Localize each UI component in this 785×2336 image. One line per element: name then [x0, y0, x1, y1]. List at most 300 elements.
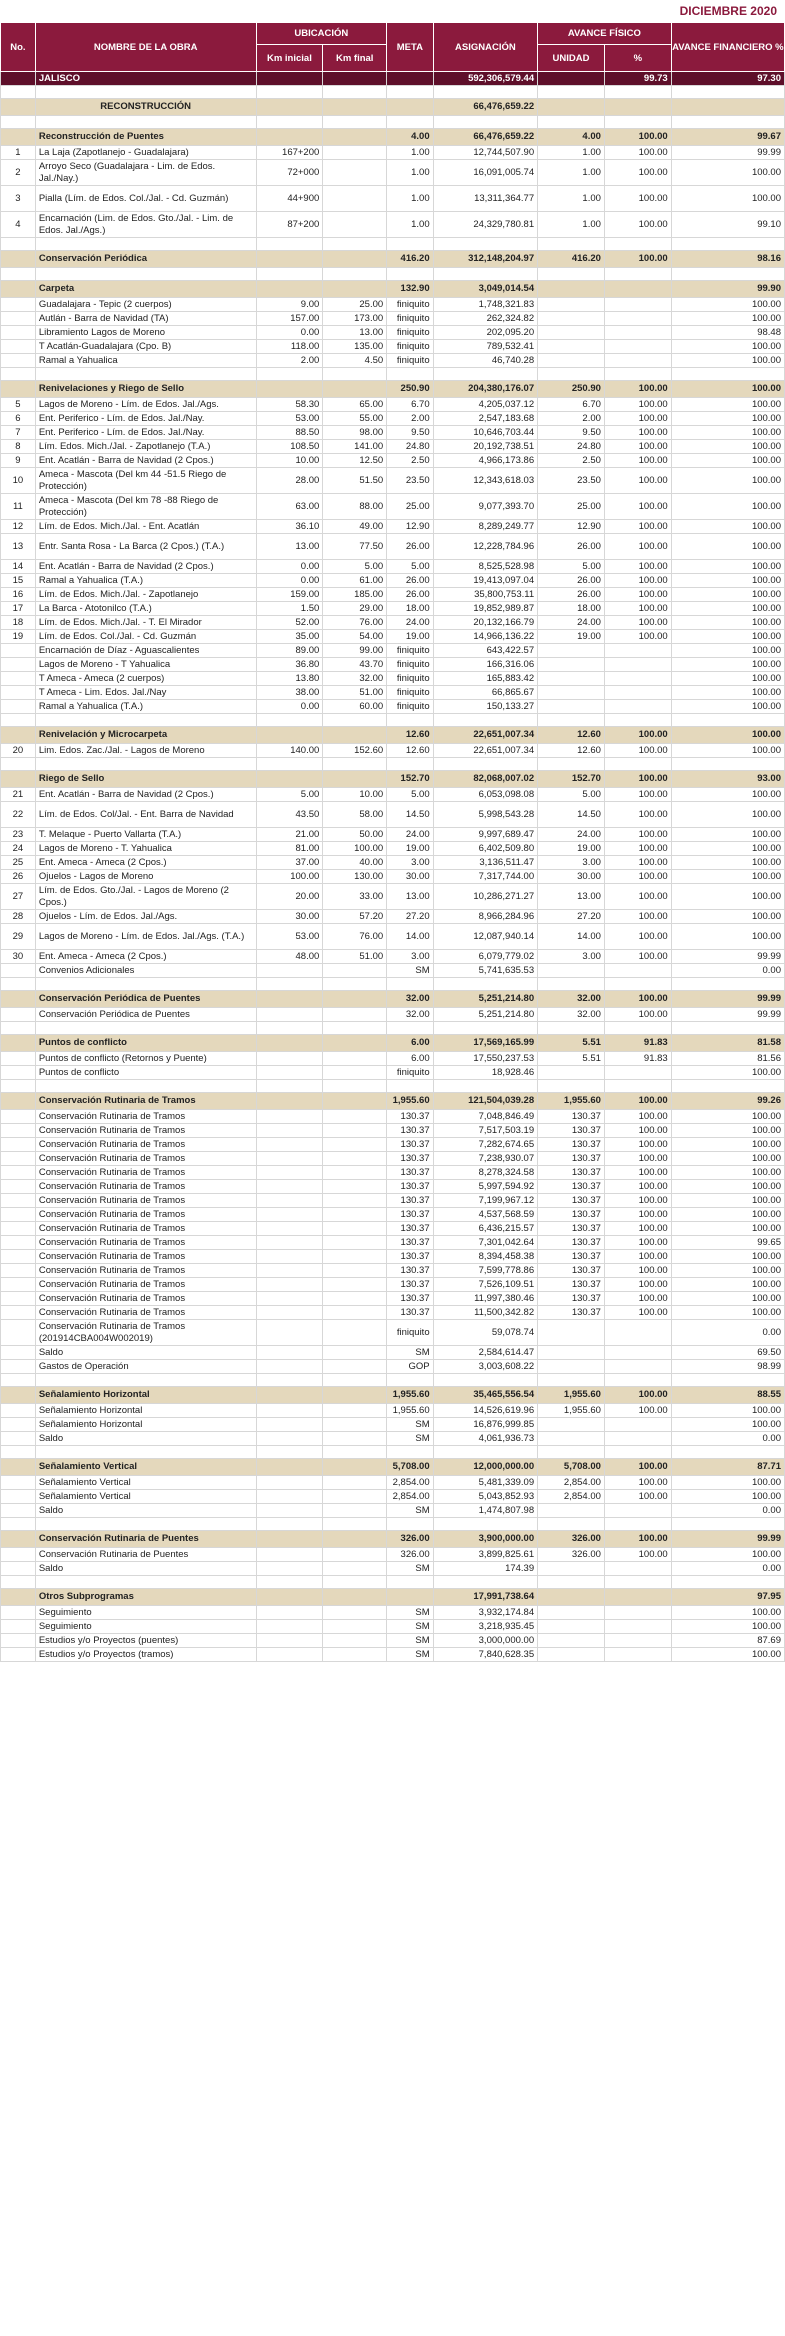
- cell-no: [1, 1180, 36, 1194]
- cell-no: [1, 1620, 36, 1634]
- cell-no: [1, 381, 36, 398]
- cell-pct: 100.00: [604, 588, 671, 602]
- cell-unidad: 19.00: [538, 842, 605, 856]
- spacer-row: [1, 1576, 785, 1589]
- cell-meta: 27.20: [387, 910, 433, 924]
- table-row: [1, 454, 785, 468]
- cell-pct: 100.00: [604, 1008, 671, 1022]
- cell-avance-financiero: 99.26: [671, 1093, 784, 1110]
- table-row: [1, 884, 785, 910]
- cell-no: [1, 1320, 36, 1346]
- cell-km-final: 54.00: [323, 630, 387, 644]
- cell-unidad: [538, 86, 605, 99]
- cell-asignacion: 8,394,458.38: [433, 1250, 538, 1264]
- cell-avance-financiero: 100.00: [671, 1648, 784, 1662]
- table-row: [1, 1504, 785, 1518]
- cell-km-inicial: 0.00: [256, 574, 323, 588]
- cell-no: 17: [1, 602, 36, 616]
- cell-km-inicial: 13.00: [256, 534, 323, 560]
- cell-unidad: 326.00: [538, 1548, 605, 1562]
- cell-asignacion: 3,218,935.45: [433, 1620, 538, 1634]
- cell-km-inicial: [256, 129, 323, 146]
- cell-km-inicial: [256, 268, 323, 281]
- cell-asignacion: 14,526,619.96: [433, 1404, 538, 1418]
- cell-pct: 100.00: [604, 1138, 671, 1152]
- cell-name: Conservación Rutinaria de Puentes: [35, 1548, 256, 1562]
- cell-no: [1, 1292, 36, 1306]
- table-row: [1, 1264, 785, 1278]
- cell-no: [1, 1374, 36, 1387]
- cell-km-inicial: [256, 1194, 323, 1208]
- table-row: [1, 1124, 785, 1138]
- cell-km-final: [323, 1432, 387, 1446]
- table-row: [1, 658, 785, 672]
- cell-name: Ent. Periferico - Lím. de Edos. Jal./Nay.: [35, 412, 256, 426]
- cell-pct: 100.00: [604, 1194, 671, 1208]
- cell-km-inicial: [256, 72, 323, 86]
- cell-avance-financiero: 100.00: [671, 298, 784, 312]
- cell-pct: [604, 1589, 671, 1606]
- cell-meta: [387, 1576, 433, 1589]
- cell-name: Lagos de Moreno - Lím. de Edos. Jal./Ags.: [35, 398, 256, 412]
- cell-km-final: [323, 1504, 387, 1518]
- cell-avance-financiero: 100.00: [671, 1110, 784, 1124]
- cell-no: 20: [1, 744, 36, 758]
- cell-name: Ent. Ameca - Ameca (2 Cpos.): [35, 950, 256, 964]
- cell-name: T. Melaque - Puerto Vallarta (T.A.): [35, 828, 256, 842]
- cell-meta: 6.70: [387, 398, 433, 412]
- table-row: [1, 1292, 785, 1306]
- cell-meta: 14.00: [387, 924, 433, 950]
- cell-km-inicial: 52.00: [256, 616, 323, 630]
- cell-pct: 100.00: [604, 1124, 671, 1138]
- cell-km-final: [323, 1374, 387, 1387]
- table-row: [1, 440, 785, 454]
- col-km-final: Km final: [323, 45, 387, 72]
- cell-km-inicial: [256, 1432, 323, 1446]
- cell-pct: 100.00: [604, 1531, 671, 1548]
- cell-no: [1, 251, 36, 268]
- cell-name: Lím. de Edos. Gto./Jal. - Lagos de Moreno (2 Cpos.): [35, 884, 256, 910]
- cell-asignacion: 22,651,007.34: [433, 727, 538, 744]
- cell-asignacion: 7,199,967.12: [433, 1194, 538, 1208]
- cell-asignacion: 5,998,543.28: [433, 802, 538, 828]
- cell-asignacion: 150,133.27: [433, 700, 538, 714]
- cell-name: [35, 1374, 256, 1387]
- cell-avance-financiero: 100.00: [671, 1152, 784, 1166]
- cell-avance-financiero: 100.00: [671, 340, 784, 354]
- cell-km-inicial: [256, 1138, 323, 1152]
- cell-unidad: 5,708.00: [538, 1459, 605, 1476]
- table-row: [1, 354, 785, 368]
- cell-km-final: 43.70: [323, 658, 387, 672]
- cell-asignacion: 12,343,618.03: [433, 468, 538, 494]
- cell-meta: 3.00: [387, 856, 433, 870]
- cell-no: [1, 727, 36, 744]
- cat-row: [1, 99, 785, 116]
- cell-unidad: 416.20: [538, 251, 605, 268]
- table-row: [1, 1008, 785, 1022]
- cell-meta: 130.37: [387, 1208, 433, 1222]
- cell-asignacion: 262,324.82: [433, 312, 538, 326]
- cell-no: [1, 340, 36, 354]
- cell-meta: [387, 1374, 433, 1387]
- cell-meta: [387, 978, 433, 991]
- cell-km-final: [323, 1476, 387, 1490]
- cell-meta: 5,708.00: [387, 1459, 433, 1476]
- cell-pct: 100.00: [604, 1404, 671, 1418]
- cell-km-inicial: 5.00: [256, 788, 323, 802]
- cell-unidad: 18.00: [538, 602, 605, 616]
- cell-avance-financiero: 100.00: [671, 802, 784, 828]
- cell-asignacion: [433, 1022, 538, 1035]
- cell-avance-financiero: 100.00: [671, 412, 784, 426]
- cell-pct: 100.00: [604, 1278, 671, 1292]
- cell-asignacion: [433, 268, 538, 281]
- table-row: [1, 964, 785, 978]
- cell-no: [1, 1306, 36, 1320]
- cell-pct: 100.00: [604, 727, 671, 744]
- cell-avance-financiero: 99.67: [671, 129, 784, 146]
- cell-meta: 152.70: [387, 771, 433, 788]
- cell-no: [1, 1476, 36, 1490]
- table-row: [1, 842, 785, 856]
- cell-pct: [604, 644, 671, 658]
- table-row: [1, 1346, 785, 1360]
- cell-km-final: [323, 1606, 387, 1620]
- cell-km-final: [323, 1620, 387, 1634]
- cell-unidad: [538, 1576, 605, 1589]
- cell-name: Carpeta: [35, 281, 256, 298]
- cell-km-inicial: [256, 238, 323, 251]
- cell-no: [1, 1634, 36, 1648]
- cell-meta: 30.00: [387, 870, 433, 884]
- cell-meta: [387, 714, 433, 727]
- cell-asignacion: 8,278,324.58: [433, 1166, 538, 1180]
- cell-pct: [604, 1634, 671, 1648]
- cell-unidad: 27.20: [538, 910, 605, 924]
- cell-km-inicial: 1.50: [256, 602, 323, 616]
- cell-meta: finiquito: [387, 312, 433, 326]
- cell-km-final: 65.00: [323, 398, 387, 412]
- cell-pct: 100.00: [604, 616, 671, 630]
- cell-pct: [604, 86, 671, 99]
- cell-asignacion: 35,465,556.54: [433, 1387, 538, 1404]
- spacer-row: [1, 86, 785, 99]
- table-row: [1, 398, 785, 412]
- cell-km-inicial: [256, 1166, 323, 1180]
- cell-name: Conservación Rutinaria de Tramos: [35, 1292, 256, 1306]
- col-km-inicial: Km inicial: [256, 45, 323, 72]
- table-row: [1, 326, 785, 340]
- table-row: [1, 1360, 785, 1374]
- cell-asignacion: 8,525,528.98: [433, 560, 538, 574]
- cell-km-inicial: [256, 1606, 323, 1620]
- cell-km-final: 55.00: [323, 412, 387, 426]
- cell-unidad: 130.37: [538, 1264, 605, 1278]
- cell-name: [35, 268, 256, 281]
- cell-pct: 100.00: [604, 381, 671, 398]
- cell-no: [1, 129, 36, 146]
- cell-km-inicial: [256, 1360, 323, 1374]
- cell-asignacion: 5,741,635.53: [433, 964, 538, 978]
- cell-pct: [604, 1648, 671, 1662]
- cell-no: [1, 1504, 36, 1518]
- cell-km-final: [323, 1531, 387, 1548]
- cell-km-final: [323, 1576, 387, 1589]
- table-row: [1, 146, 785, 160]
- cell-asignacion: 121,504,039.28: [433, 1093, 538, 1110]
- cell-km-final: 10.00: [323, 788, 387, 802]
- cell-meta: 1,955.60: [387, 1093, 433, 1110]
- cell-name: Ameca - Mascota (Del km 44 -51.5 Riego de Protección): [35, 468, 256, 494]
- cell-km-final: [323, 368, 387, 381]
- cell-name: Conservación Rutinaria de Tramos: [35, 1264, 256, 1278]
- cell-asignacion: [433, 1576, 538, 1589]
- cell-asignacion: [433, 1374, 538, 1387]
- cell-name: Seguimiento: [35, 1606, 256, 1620]
- cell-km-inicial: [256, 1634, 323, 1648]
- cell-avance-financiero: 100.00: [671, 381, 784, 398]
- cell-km-inicial: [256, 1387, 323, 1404]
- cell-name: Otros Subprogramas: [35, 1589, 256, 1606]
- cell-pct: [604, 658, 671, 672]
- table-row: [1, 1476, 785, 1490]
- cell-unidad: [538, 1320, 605, 1346]
- cell-unidad: [538, 1432, 605, 1446]
- cell-unidad: 152.70: [538, 771, 605, 788]
- cell-avance-financiero: [671, 758, 784, 771]
- cell-avance-financiero: 100.00: [671, 1404, 784, 1418]
- cell-km-final: [323, 727, 387, 744]
- table-row: [1, 1138, 785, 1152]
- cell-avance-financiero: [671, 978, 784, 991]
- cell-km-inicial: [256, 381, 323, 398]
- cell-meta: [387, 99, 433, 116]
- table-row: [1, 802, 785, 828]
- cell-meta: 1,955.60: [387, 1404, 433, 1418]
- cell-no: 9: [1, 454, 36, 468]
- cell-avance-financiero: 100.00: [671, 1066, 784, 1080]
- cell-asignacion: 24,329,780.81: [433, 212, 538, 238]
- cell-asignacion: [433, 1518, 538, 1531]
- cell-asignacion: 6,436,215.57: [433, 1222, 538, 1236]
- cell-avance-financiero: 99.10: [671, 212, 784, 238]
- cell-km-final: [323, 1166, 387, 1180]
- cell-name: Señalamiento Horizontal: [35, 1404, 256, 1418]
- cell-meta: 14.50: [387, 802, 433, 828]
- col-ubicacion: UBICACIÓN: [256, 23, 387, 45]
- cell-avance-financiero: 99.99: [671, 950, 784, 964]
- cell-pct: 100.00: [604, 146, 671, 160]
- cell-asignacion: 66,865.67: [433, 686, 538, 700]
- cell-asignacion: 5,481,339.09: [433, 1476, 538, 1490]
- cell-avance-financiero: 100.00: [671, 727, 784, 744]
- table-row: [1, 426, 785, 440]
- cell-asignacion: 10,286,271.27: [433, 884, 538, 910]
- spacer-row: [1, 1518, 785, 1531]
- cell-meta: finiquito: [387, 1320, 433, 1346]
- cell-name: Gastos de Operación: [35, 1360, 256, 1374]
- cell-km-inicial: [256, 1548, 323, 1562]
- cell-no: [1, 1387, 36, 1404]
- cell-km-inicial: 53.00: [256, 924, 323, 950]
- cell-km-inicial: 0.00: [256, 700, 323, 714]
- cell-unidad: 1.00: [538, 160, 605, 186]
- cell-unidad: 24.80: [538, 440, 605, 454]
- cell-meta: finiquito: [387, 340, 433, 354]
- cell-name: [35, 1022, 256, 1035]
- cell-name: RECONSTRUCCIÓN: [35, 99, 256, 116]
- cell-km-inicial: [256, 1518, 323, 1531]
- cell-meta: 9.50: [387, 426, 433, 440]
- cell-name: Conservación Rutinaria de Tramos: [35, 1152, 256, 1166]
- cell-unidad: 12.60: [538, 727, 605, 744]
- cell-km-final: 100.00: [323, 842, 387, 856]
- cell-unidad: 130.37: [538, 1278, 605, 1292]
- cell-km-final: 29.00: [323, 602, 387, 616]
- cell-km-inicial: 9.00: [256, 298, 323, 312]
- cell-pct: 100.00: [604, 1548, 671, 1562]
- table-row: [1, 520, 785, 534]
- cell-avance-financiero: [671, 99, 784, 116]
- cell-km-final: 185.00: [323, 588, 387, 602]
- cell-avance-financiero: 87.71: [671, 1459, 784, 1476]
- cell-km-inicial: [256, 771, 323, 788]
- cell-no: [1, 1404, 36, 1418]
- cell-pct: 100.00: [604, 1110, 671, 1124]
- cell-km-inicial: [256, 1124, 323, 1138]
- cell-unidad: 14.00: [538, 924, 605, 950]
- cell-km-final: 50.00: [323, 828, 387, 842]
- cell-pct: [604, 1360, 671, 1374]
- cell-km-inicial: 36.80: [256, 658, 323, 672]
- cell-avance-financiero: 100.00: [671, 1620, 784, 1634]
- cell-pct: 100.00: [604, 1387, 671, 1404]
- cell-asignacion: 3,000,000.00: [433, 1634, 538, 1648]
- cell-pct: 100.00: [604, 1490, 671, 1504]
- cell-km-final: 51.00: [323, 686, 387, 700]
- cell-km-final: 13.00: [323, 326, 387, 340]
- cell-meta: 1,955.60: [387, 1387, 433, 1404]
- cell-name: Lím. de Edos. Mich./Jal. - T. El Mirador: [35, 616, 256, 630]
- cell-no: 12: [1, 520, 36, 534]
- cell-km-final: [323, 714, 387, 727]
- cell-pct: [604, 700, 671, 714]
- table-row: [1, 298, 785, 312]
- cell-asignacion: 82,068,007.02: [433, 771, 538, 788]
- cell-unidad: [538, 238, 605, 251]
- cell-unidad: 32.00: [538, 1008, 605, 1022]
- cell-pct: 100.00: [604, 1166, 671, 1180]
- cell-pct: [604, 672, 671, 686]
- cell-km-inicial: 53.00: [256, 412, 323, 426]
- cell-km-inicial: [256, 1035, 323, 1052]
- table-row: [1, 1490, 785, 1504]
- table-row: [1, 1634, 785, 1648]
- cell-unidad: [538, 1518, 605, 1531]
- cell-km-inicial: 81.00: [256, 842, 323, 856]
- cell-avance-financiero: 100.00: [671, 454, 784, 468]
- cell-asignacion: 3,003,608.22: [433, 1360, 538, 1374]
- cell-km-inicial: [256, 991, 323, 1008]
- cell-avance-financiero: 100.00: [671, 588, 784, 602]
- spacer-row: [1, 714, 785, 727]
- cell-meta: 1.00: [387, 186, 433, 212]
- cell-name: Conservación Rutinaria de Puentes: [35, 1531, 256, 1548]
- cell-unidad: 326.00: [538, 1531, 605, 1548]
- cell-no: [1, 1589, 36, 1606]
- cell-name: Conservación Rutinaria de Tramos: [35, 1306, 256, 1320]
- table-row: [1, 828, 785, 842]
- cell-avance-financiero: 100.00: [671, 924, 784, 950]
- cell-asignacion: 312,148,204.97: [433, 251, 538, 268]
- cell-km-final: [323, 268, 387, 281]
- cell-km-final: 77.50: [323, 534, 387, 560]
- cell-unidad: [538, 672, 605, 686]
- table-row: [1, 644, 785, 658]
- cell-avance-financiero: 100.00: [671, 1124, 784, 1138]
- table-row: [1, 412, 785, 426]
- cell-km-final: [323, 1346, 387, 1360]
- cell-unidad: [538, 1022, 605, 1035]
- cell-name: La Laja (Zapotlanejo - Guadalajara): [35, 146, 256, 160]
- cell-pct: [604, 1066, 671, 1080]
- cell-km-final: 76.00: [323, 924, 387, 950]
- cell-unidad: [538, 1446, 605, 1459]
- cell-km-final: [323, 1446, 387, 1459]
- cell-no: 8: [1, 440, 36, 454]
- cell-unidad: 12.90: [538, 520, 605, 534]
- table-row: [1, 588, 785, 602]
- cell-asignacion: 12,744,507.90: [433, 146, 538, 160]
- cell-meta: 4.00: [387, 129, 433, 146]
- cell-avance-financiero: 81.58: [671, 1035, 784, 1052]
- cell-km-inicial: [256, 714, 323, 727]
- cell-km-final: [323, 1194, 387, 1208]
- cell-no: [1, 964, 36, 978]
- cell-unidad: 130.37: [538, 1208, 605, 1222]
- cell-asignacion: 18,928.46: [433, 1066, 538, 1080]
- cell-km-inicial: [256, 1008, 323, 1022]
- cell-asignacion: 174.39: [433, 1562, 538, 1576]
- cell-avance-financiero: 0.00: [671, 964, 784, 978]
- table-row: [1, 744, 785, 758]
- cell-name: Conservación Rutinaria de Tramos: [35, 1222, 256, 1236]
- cell-avance-financiero: 100.00: [671, 1138, 784, 1152]
- cell-avance-financiero: 97.30: [671, 72, 784, 86]
- table-row: [1, 1250, 785, 1264]
- cell-no: [1, 1264, 36, 1278]
- cell-km-final: [323, 238, 387, 251]
- cell-unidad: [538, 1374, 605, 1387]
- cell-avance-financiero: [671, 238, 784, 251]
- cell-unidad: 1,955.60: [538, 1404, 605, 1418]
- cell-meta: 19.00: [387, 842, 433, 856]
- cell-asignacion: 9,077,393.70: [433, 494, 538, 520]
- col-unidad: UNIDAD: [538, 45, 605, 72]
- cell-meta: 2,854.00: [387, 1490, 433, 1504]
- cell-unidad: 130.37: [538, 1138, 605, 1152]
- cell-name: Ameca - Mascota (Del km 78 -88 Riego de Protección): [35, 494, 256, 520]
- cell-km-inicial: 159.00: [256, 588, 323, 602]
- cell-km-inicial: [256, 1404, 323, 1418]
- cell-meta: 130.37: [387, 1124, 433, 1138]
- cell-km-inicial: [256, 86, 323, 99]
- cell-meta: 26.00: [387, 574, 433, 588]
- cell-name: Señalamiento Horizontal: [35, 1418, 256, 1432]
- table-row: [1, 1152, 785, 1166]
